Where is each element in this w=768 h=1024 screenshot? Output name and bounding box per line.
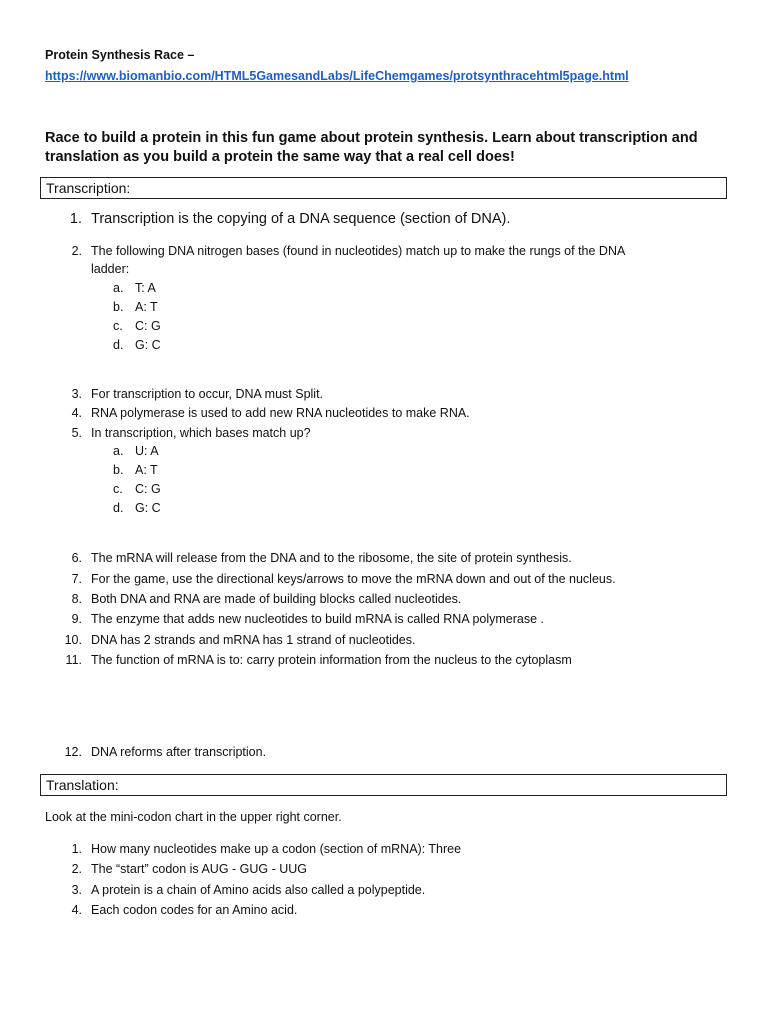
item-number: 2. bbox=[71, 244, 82, 258]
transcription-heading: Transcription: bbox=[46, 180, 131, 196]
sub-letter: c. bbox=[113, 482, 123, 496]
base-pair: G: C bbox=[135, 501, 161, 515]
base-pair: C: G bbox=[135, 319, 161, 333]
document-title: Protein Synthesis Race – bbox=[45, 48, 195, 62]
base-pair: C: G bbox=[135, 482, 161, 496]
item-number: 4. bbox=[71, 903, 82, 917]
transcription-q6: The mRNA will release from the DNA and to the ribosome, the site of protein synthesis. bbox=[91, 551, 572, 565]
base-pair: U: A bbox=[135, 444, 159, 458]
base-pair: G: C bbox=[135, 338, 161, 352]
transcription-q9: The enzyme that adds new nucleotides to build mRNA is called RNA polymerase . bbox=[91, 612, 545, 626]
item-number: 12. bbox=[64, 745, 82, 759]
item-number: 2. bbox=[71, 862, 82, 876]
game-url-link[interactable]: https://www.biomanbio.com/HTML5GamesandLabs/LifeChemgames/protsynthracehtml5page.html bbox=[45, 69, 629, 83]
item-number: 4. bbox=[71, 406, 82, 420]
transcription-q10: DNA has 2 strands and mRNA has 1 strand of nucleotides. bbox=[91, 633, 416, 647]
item-number: 7. bbox=[71, 572, 82, 586]
transcription-q11: The function of mRNA is to: carry protein information from the nucleus to the cytoplasm bbox=[91, 653, 572, 667]
item-number: 9. bbox=[71, 612, 82, 626]
sub-letter: b. bbox=[113, 300, 124, 314]
transcription-q12: DNA reforms after transcription. bbox=[91, 745, 267, 759]
transcription-q4: RNA polymerase is used to add new RNA nucleotides to make RNA. bbox=[91, 406, 470, 420]
translation-q2: The “start” codon is AUG - GUG - UUG bbox=[91, 862, 308, 876]
translation-heading: Translation: bbox=[46, 777, 119, 793]
sub-letter: a. bbox=[113, 444, 124, 458]
item-number: 1. bbox=[71, 842, 82, 856]
intro-paragraph: Race to build a protein in this fun game about protein synthesis. Learn about transcription and translation as you build a protein the same way that a real cell does! bbox=[45, 130, 698, 165]
item-number: 10. bbox=[64, 633, 82, 647]
item-number: 6. bbox=[71, 551, 82, 565]
item-number: 3. bbox=[71, 883, 82, 897]
item-number: 8. bbox=[71, 592, 82, 606]
sub-letter: b. bbox=[113, 463, 124, 477]
translation-q3: A protein is a chain of Amino acids also called a polypeptide. bbox=[91, 883, 426, 897]
translation-heading-box bbox=[40, 774, 727, 796]
item-number: 1. bbox=[69, 211, 82, 227]
transcription-q3: For transcription to occur, DNA must Split. bbox=[91, 387, 324, 401]
transcription-q8: Both DNA and RNA are made of building blocks called nucleotides. bbox=[91, 592, 462, 606]
transcription-q7: For the game, use the directional keys/arrows to move the mRNA down and out of the nucleus. bbox=[91, 572, 616, 586]
sub-letter: d. bbox=[113, 501, 124, 515]
sub-letter: a. bbox=[113, 281, 124, 295]
item-number: 3. bbox=[71, 387, 82, 401]
translation-note: Look at the mini-codon chart in the upper right corner. bbox=[45, 810, 342, 824]
base-pair: T: A bbox=[135, 281, 156, 295]
transcription-q5: In transcription, which bases match up? bbox=[91, 426, 311, 440]
transcription-q2-line2: ladder: bbox=[91, 262, 130, 276]
item-number: 5. bbox=[71, 426, 82, 440]
transcription-q1: Transcription is the copying of a DNA sequence (section of DNA). bbox=[91, 211, 511, 227]
base-pair: A: T bbox=[135, 300, 158, 314]
sub-letter: d. bbox=[113, 338, 124, 352]
base-pair: A: T bbox=[135, 463, 158, 477]
item-number: 11. bbox=[65, 653, 82, 667]
transcription-q2-line1: The following DNA nitrogen bases (found in nucleotides) match up to make the rungs of the DNA bbox=[91, 244, 626, 258]
translation-q4: Each codon codes for an Amino acid. bbox=[91, 903, 298, 917]
sub-letter: c. bbox=[113, 319, 123, 333]
transcription-heading-box bbox=[40, 177, 727, 199]
translation-q1: How many nucleotides make up a codon (section of mRNA): Three bbox=[91, 842, 462, 856]
